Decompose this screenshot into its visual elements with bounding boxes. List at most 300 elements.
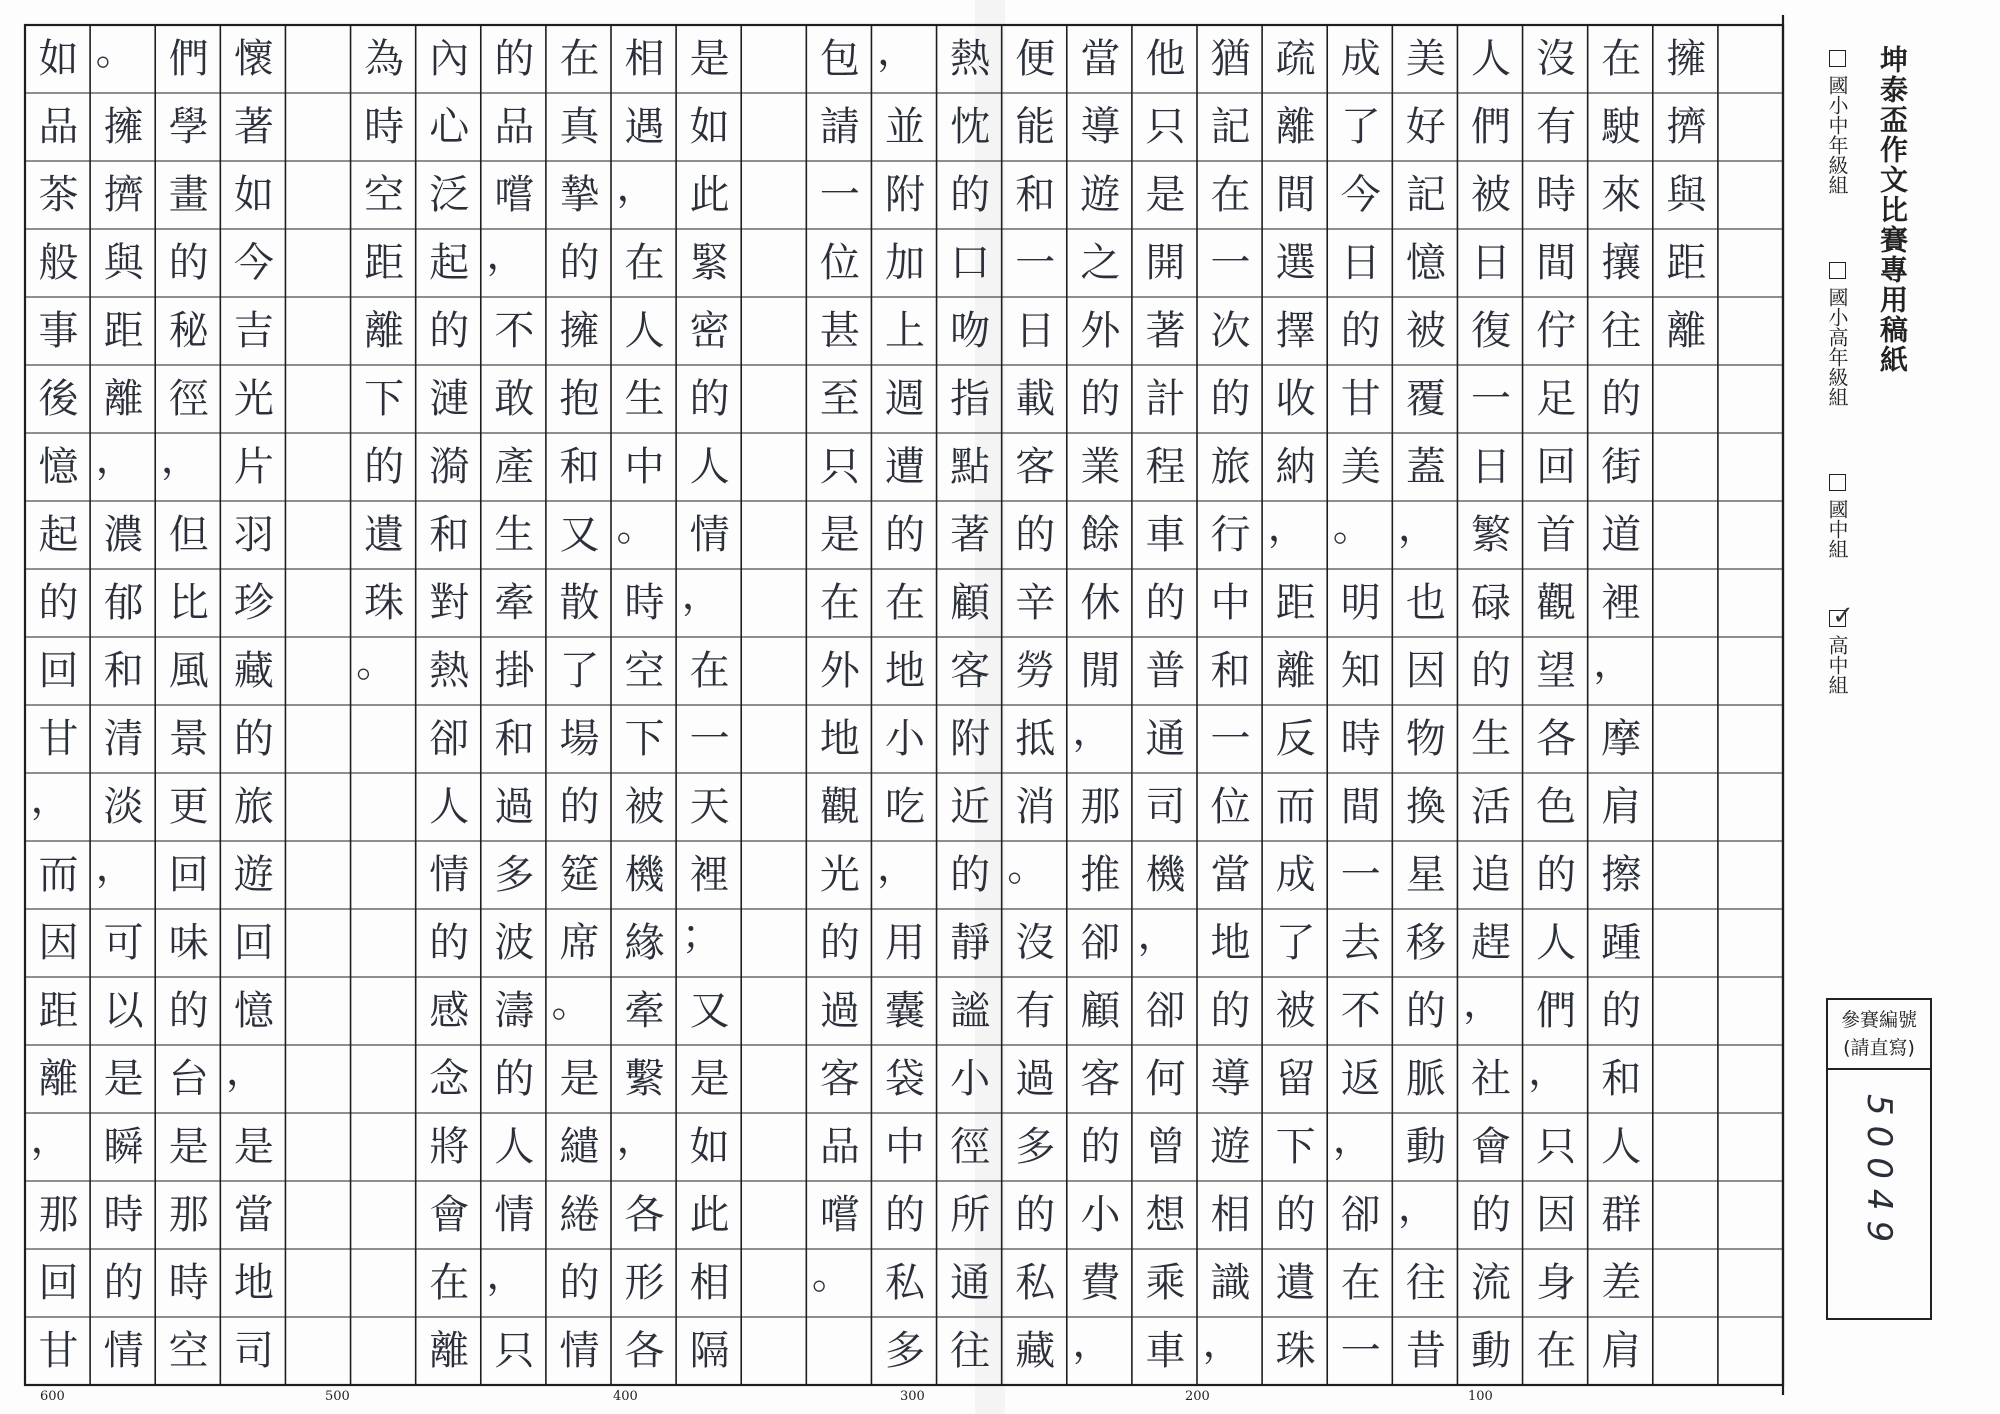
essay-character: 回 [233, 920, 274, 966]
essay-character: ， [1397, 1184, 1438, 1230]
essay-character: 甘 [38, 716, 79, 762]
essay-character: 間 [1275, 172, 1316, 218]
essay-character: 地 [233, 1260, 274, 1306]
essay-character: 們 [168, 36, 209, 82]
essay-character: 生 [494, 512, 535, 558]
essay-character: 畫 [168, 172, 209, 218]
essay-character: 中 [885, 1124, 925, 1170]
essay-character: 至 [819, 376, 860, 422]
essay-character: ， [160, 436, 201, 482]
essay-character: 成 [1340, 36, 1381, 82]
essay-character: 在 [624, 240, 665, 286]
essay-character: 地 [885, 648, 925, 694]
essay-character: 景 [168, 716, 209, 762]
essay-character: 遭 [885, 444, 925, 490]
essay-character: 首 [1536, 512, 1577, 558]
essay-character: 附 [950, 716, 991, 762]
essay-character: 事 [38, 308, 79, 354]
essay-character: 漣 [429, 376, 470, 422]
essay-character: 客 [1015, 444, 1056, 490]
essay-character: 和 [429, 512, 470, 558]
essay-character: 散 [559, 580, 600, 626]
essay-character: 與 [1666, 172, 1707, 218]
essay-character: 繫 [624, 1056, 665, 1102]
essay-character: 郁 [103, 580, 144, 626]
essay-character: 開 [1145, 240, 1186, 286]
essay-character: 只 [819, 444, 860, 490]
essay-character: 動 [1471, 1328, 1511, 1374]
essay-character: 的 [1405, 988, 1446, 1034]
essay-character: 。 [616, 504, 657, 550]
essay-character: 返 [1340, 1056, 1381, 1102]
essay-character: ， [1397, 504, 1438, 550]
column-counter: 400 [613, 1389, 638, 1404]
essay-character: 吻 [950, 308, 991, 354]
essay-character: 人 [689, 444, 730, 490]
essay-character: 下 [624, 716, 665, 762]
essay-character: 般 [38, 240, 79, 286]
essay-character: 是 [689, 1056, 730, 1102]
essay-character: 品 [494, 104, 535, 150]
essay-character: 卻 [1340, 1192, 1381, 1238]
essay-character: 也 [1405, 580, 1446, 626]
essay-character: 多 [1015, 1124, 1056, 1170]
essay-character: 推 [1080, 852, 1121, 898]
essay-character: 車 [1145, 512, 1186, 558]
essay-character: 羽 [233, 512, 274, 558]
essay-character: 望 [1536, 648, 1577, 694]
category-checkbox-elementary-middle[interactable] [1823, 50, 1852, 195]
essay-character: 味 [168, 920, 209, 966]
essay-character: 的 [494, 1056, 535, 1102]
essay-character: 的 [559, 1260, 600, 1306]
essay-character: 美 [1405, 36, 1446, 82]
essay-character: 回 [38, 648, 79, 694]
form-title: 坤泰盃作文比賽專用稿紙 [1876, 45, 1909, 375]
essay-character: 活 [1471, 784, 1511, 830]
essay-character: 起 [429, 240, 470, 286]
essay-character: 著 [1145, 308, 1186, 354]
essay-character: 懷 [233, 36, 274, 82]
essay-character: 中 [1210, 580, 1251, 626]
essay-character: 識 [1210, 1260, 1251, 1306]
checkbox-icon[interactable] [1829, 50, 1846, 67]
essay-character: ， [1267, 504, 1308, 550]
essay-character: 的 [168, 240, 209, 286]
essay-character: 的 [1015, 1192, 1056, 1238]
essay-character: 產 [494, 444, 535, 490]
essay-character: 不 [494, 308, 535, 354]
category-checkbox-senior-high[interactable] [1823, 610, 1852, 695]
essay-character: 當 [233, 1192, 274, 1238]
essay-character: ， [1463, 980, 1503, 1026]
essay-character: 台 [168, 1056, 209, 1102]
essay-character: 濃 [103, 512, 144, 558]
essay-character: 費 [1080, 1260, 1121, 1306]
essay-character: 用 [885, 920, 925, 966]
essay-character: 又 [689, 988, 730, 1034]
essay-character: 通 [950, 1260, 991, 1306]
essay-character: ， [486, 232, 527, 278]
essay-character: 會 [1471, 1124, 1511, 1170]
essay-character: 間 [1340, 784, 1381, 830]
checkmark-icon[interactable] [1829, 610, 1846, 627]
essay-character: 的 [559, 784, 600, 830]
essay-character: 離 [1275, 104, 1316, 150]
essay-character: 離 [1666, 308, 1707, 354]
essay-character: 各 [1536, 716, 1577, 762]
essay-character: 抵 [1015, 716, 1056, 762]
essay-character: 肩 [1601, 784, 1642, 830]
essay-character: 的 [819, 920, 860, 966]
essay-character: 嚐 [819, 1192, 860, 1238]
essay-character: 珠 [364, 580, 405, 626]
essay-character: 攘 [1601, 240, 1642, 286]
essay-character: 著 [950, 512, 991, 558]
essay-character: 泛 [429, 172, 470, 218]
essay-character: 和 [494, 716, 535, 762]
essay-character: 擦 [1601, 852, 1642, 898]
essay-character: 距 [38, 988, 79, 1034]
category-label: 國小高年級組 [1825, 287, 1849, 407]
essay-character: 了 [559, 648, 600, 694]
essay-character: 了 [1340, 104, 1381, 150]
essay-character: 。 [356, 640, 397, 686]
essay-character: 的 [689, 376, 730, 422]
essay-character: 擇 [1275, 308, 1316, 354]
essay-character: 以 [103, 988, 144, 1034]
essay-character: 藏 [233, 648, 274, 694]
essay-character: 肩 [1601, 1328, 1642, 1374]
essay-character: 相 [689, 1260, 730, 1306]
essay-character: 人 [494, 1124, 535, 1170]
essay-character: 密 [689, 308, 730, 354]
essay-character: 徑 [950, 1124, 991, 1170]
essay-character: 徑 [168, 376, 209, 422]
essay-character: 天 [689, 784, 730, 830]
essay-character: 乘 [1145, 1260, 1186, 1306]
essay-character: 遊 [233, 852, 274, 898]
essay-character: 往 [1601, 308, 1642, 354]
essay-character: 甘 [1340, 376, 1381, 422]
essay-character: 距 [1666, 240, 1707, 286]
essay-character: 在 [885, 580, 925, 626]
essay-character: 忱 [950, 104, 991, 150]
essay-character: 對 [429, 580, 470, 626]
essay-character: 的 [1145, 580, 1186, 626]
essay-character: 。 [811, 1252, 852, 1298]
essay-character: 駛 [1601, 104, 1642, 150]
essay-character: 往 [950, 1328, 991, 1374]
essay-character: 後 [38, 376, 79, 422]
essay-character: 離 [38, 1056, 79, 1102]
essay-character: 情 [689, 512, 730, 558]
essay-character: 色 [1536, 784, 1577, 830]
essay-character: ， [877, 28, 917, 74]
essay-character: 只 [1536, 1124, 1577, 1170]
essay-character: 空 [364, 172, 405, 218]
essay-character: 人 [1471, 36, 1511, 82]
essay-character: 心 [429, 104, 470, 150]
essay-character: ， [225, 1048, 266, 1094]
essay-character: 包 [819, 36, 860, 82]
essay-character: 距 [364, 240, 405, 286]
essay-character: 踵 [1601, 920, 1642, 966]
essay-character: 囊 [885, 988, 925, 1034]
essay-character: 擁 [559, 308, 600, 354]
essay-character: 附 [885, 172, 925, 218]
essay-character: 遊 [1080, 172, 1121, 218]
essay-character: 比 [168, 580, 209, 626]
essay-character: 時 [1340, 716, 1381, 762]
essay-character: 擠 [103, 172, 144, 218]
essay-character: 今 [233, 240, 274, 286]
essay-character: 是 [168, 1124, 209, 1170]
essay-character: 下 [364, 376, 405, 422]
essay-character: 通 [1145, 716, 1186, 762]
essay-character: 業 [1080, 444, 1121, 490]
essay-character: ； [681, 912, 722, 958]
essay-character: 車 [1145, 1328, 1186, 1374]
essay-character: 請 [819, 104, 860, 150]
essay-character: 謐 [950, 988, 991, 1034]
essay-character: 如 [38, 36, 79, 82]
essay-character: 隔 [689, 1328, 730, 1374]
essay-character: 在 [1536, 1328, 1577, 1374]
essay-character: 波 [494, 920, 535, 966]
essay-character: 的 [168, 988, 209, 1034]
essay-character: 佇 [1536, 308, 1577, 354]
essay-character: 情 [494, 1192, 535, 1238]
essay-character: 摩 [1601, 716, 1642, 762]
essay-character: 抱 [559, 376, 600, 422]
essay-character: 日 [1340, 240, 1381, 286]
essay-character: 閒 [1080, 648, 1121, 694]
essay-character: 加 [885, 240, 925, 286]
essay-character: 生 [1471, 716, 1511, 762]
essay-character: 是 [103, 1056, 144, 1102]
essay-character: 因 [38, 920, 79, 966]
essay-character: 起 [38, 512, 79, 558]
essay-character: 與 [103, 240, 144, 286]
essay-character: 。 [1007, 844, 1048, 890]
essay-character: 掛 [494, 648, 535, 694]
essay-character: ， [1202, 1320, 1243, 1366]
essay-character: 筵 [559, 852, 600, 898]
essay-character: 疏 [1275, 36, 1316, 82]
essay-character: 顧 [1080, 988, 1121, 1034]
essay-character: 的 [1080, 1124, 1121, 1170]
category-checkbox-junior-high[interactable] [1823, 474, 1852, 559]
essay-character: 形 [624, 1260, 665, 1306]
essay-character: 觀 [819, 784, 860, 830]
essay-character: 客 [819, 1056, 860, 1102]
essay-character: 小 [1080, 1192, 1121, 1238]
essay-character: 綣 [559, 1192, 600, 1238]
id-label-line: 參賽編號 (請直寫) [1840, 1009, 1917, 1059]
essay-character: 們 [1536, 988, 1577, 1034]
essay-character: 便 [1015, 36, 1056, 82]
essay-character: 所 [950, 1192, 991, 1238]
essay-character: 時 [168, 1260, 209, 1306]
essay-character: 猶 [1210, 36, 1251, 82]
essay-character: 多 [885, 1328, 925, 1374]
essay-character: 週 [885, 376, 925, 422]
essay-character: 小 [950, 1056, 991, 1102]
essay-character: 距 [1275, 580, 1316, 626]
essay-character: 將 [429, 1124, 470, 1170]
essay-character: 辛 [1015, 580, 1056, 626]
essay-character: 袋 [885, 1056, 925, 1102]
essay-character: 離 [1275, 648, 1316, 694]
essay-character: 一 [1210, 240, 1251, 286]
essay-character: 的 [885, 512, 925, 558]
essay-character: 熱 [950, 36, 991, 82]
essay-character: 上 [885, 308, 925, 354]
essay-character: 著 [233, 104, 274, 150]
essay-character: 憶 [38, 444, 79, 490]
essay-character: 程 [1145, 444, 1186, 490]
essay-character: 司 [1145, 784, 1186, 830]
essay-character: 裡 [1601, 580, 1642, 626]
essay-character: 有 [1015, 988, 1056, 1034]
essay-character: ， [877, 844, 917, 890]
essay-character: 的 [1471, 1192, 1511, 1238]
essay-character: 社 [1471, 1056, 1511, 1102]
essay-character: 好 [1405, 104, 1446, 150]
essay-character: 時 [103, 1192, 144, 1238]
essay-character: 了 [1275, 920, 1316, 966]
essay-character: 差 [1601, 1260, 1642, 1306]
essay-character: 明 [1340, 580, 1381, 626]
essay-character: 珍 [233, 580, 274, 626]
essay-character: 的 [950, 852, 991, 898]
category-checkbox-elementary-upper[interactable] [1823, 262, 1852, 407]
essay-character: 私 [885, 1260, 925, 1306]
essay-character: 的 [1015, 512, 1056, 558]
essay-character: 司 [233, 1328, 274, 1374]
essay-character: 會 [429, 1192, 470, 1238]
essay-character: 勞 [1015, 648, 1056, 694]
essay-character: 覆 [1405, 376, 1446, 422]
essay-character: 離 [429, 1328, 470, 1374]
essay-character: 他 [1145, 36, 1186, 82]
essay-character: 擁 [103, 104, 144, 150]
essay-character: 甚 [819, 308, 860, 354]
essay-character: 之 [1080, 240, 1121, 286]
essay-character: 被 [624, 784, 665, 830]
essay-character: 此 [689, 1192, 730, 1238]
essay-character: 的 [1275, 1192, 1316, 1238]
essay-character: 的 [364, 444, 405, 490]
essay-character: 中 [624, 444, 665, 490]
essay-character: 休 [1080, 580, 1121, 626]
essay-character: 選 [1275, 240, 1316, 286]
essay-character: 間 [1536, 240, 1577, 286]
essay-character: 清 [103, 716, 144, 762]
essay-character: 移 [1405, 920, 1446, 966]
essay-character: 點 [950, 444, 991, 490]
essay-character: 被 [1275, 988, 1316, 1034]
essay-character: 旅 [1210, 444, 1251, 490]
checkbox-icon[interactable] [1829, 474, 1846, 491]
essay-character: 只 [494, 1328, 535, 1374]
contestant-id-number[interactable]: 50049 [1859, 1094, 1899, 1253]
essay-character: 留 [1275, 1056, 1316, 1102]
essay-character: 口 [950, 240, 991, 286]
essay-character: 是 [689, 36, 730, 82]
essay-character: 並 [885, 104, 925, 150]
essay-character: 卻 [429, 716, 470, 762]
essay-character: 卻 [1145, 988, 1186, 1034]
essay-character: 卻 [1080, 920, 1121, 966]
essay-character: 餘 [1080, 512, 1121, 558]
essay-character: 生 [624, 376, 665, 422]
essay-character: 那 [168, 1192, 209, 1238]
essay-character: ， [1528, 1048, 1569, 1094]
essay-character: ， [30, 1116, 71, 1162]
essay-character: 秘 [168, 308, 209, 354]
essay-character: 如 [689, 104, 730, 150]
essay-character: 牽 [624, 988, 665, 1034]
essay-character: 一 [689, 716, 730, 762]
essay-character: 熱 [429, 648, 470, 694]
essay-character: 昔 [1405, 1328, 1446, 1374]
essay-character: 美 [1340, 444, 1381, 490]
essay-character: 一 [1015, 240, 1056, 286]
essay-character: 日 [1471, 444, 1511, 490]
essay-character: ， [681, 572, 722, 618]
essay-character: 流 [1471, 1260, 1511, 1306]
essay-character: 顧 [950, 580, 991, 626]
essay-character: 又 [559, 512, 600, 558]
essay-character: 不 [1340, 988, 1381, 1034]
checkbox-icon[interactable] [1829, 262, 1846, 279]
essay-character: 被 [1405, 308, 1446, 354]
essay-character: ， [1072, 708, 1113, 754]
essay-character: ， [1332, 1116, 1373, 1162]
essay-character: 碌 [1471, 580, 1511, 626]
essay-character: 離 [103, 376, 144, 422]
essay-character: 往 [1405, 1260, 1446, 1306]
essay-character: 情 [559, 1328, 600, 1374]
essay-character: 吃 [885, 784, 925, 830]
essay-character: 街 [1601, 444, 1642, 490]
essay-character: 小 [885, 716, 925, 762]
essay-character: 擠 [1666, 104, 1707, 150]
essay-character: 在 [1210, 172, 1251, 218]
essay-character: 回 [168, 852, 209, 898]
essay-character: ， [30, 776, 71, 822]
essay-character: 在 [819, 580, 860, 626]
essay-character: 觀 [1536, 580, 1577, 626]
essay-character: 遇 [624, 104, 665, 150]
essay-character: 那 [1080, 784, 1121, 830]
essay-character: 只 [1145, 104, 1186, 150]
essay-character: 的 [1210, 376, 1251, 422]
essay-character: 學 [168, 104, 209, 150]
essay-character: 道 [1601, 512, 1642, 558]
essay-character: 瞬 [103, 1124, 144, 1170]
essay-character: 地 [1210, 920, 1251, 966]
essay-character: 群 [1601, 1192, 1642, 1238]
essay-character: 換 [1405, 784, 1446, 830]
essay-character: 各 [624, 1192, 665, 1238]
essay-character: 時 [1536, 172, 1577, 218]
essay-character: 光 [233, 376, 274, 422]
essay-character: 的 [559, 240, 600, 286]
essay-character: 當 [1080, 36, 1121, 82]
